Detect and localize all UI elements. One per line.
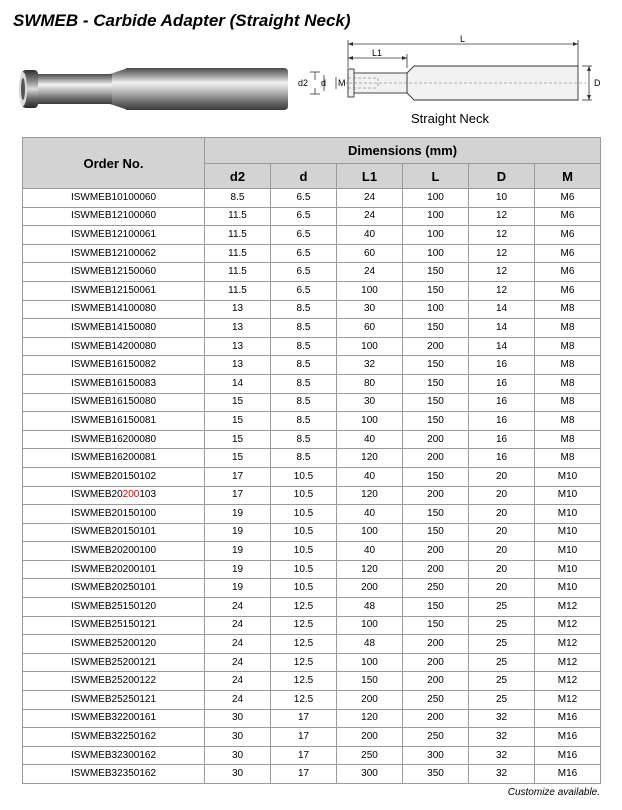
order-no-cell: ISWMEB32300162: [23, 746, 205, 765]
order-no-cell: ISWMEB32200161: [23, 709, 205, 728]
cell-d: 32: [469, 746, 535, 765]
order-no-header: Order No.: [23, 138, 205, 189]
table-row: [23, 616, 601, 635]
cell-d: 17: [271, 728, 337, 747]
order-no-cell: ISWMEB20200101: [23, 560, 205, 579]
cell-l1: 24: [337, 263, 403, 282]
cell-d: 16: [469, 449, 535, 468]
cell-d: 12.5: [271, 653, 337, 672]
cell-d: 25: [469, 635, 535, 654]
cell-d: 12.5: [271, 691, 337, 710]
cell-d: 10.5: [271, 523, 337, 542]
cell-l: 200: [403, 542, 469, 561]
cell-m: M12: [535, 653, 601, 672]
cell-d2: 13: [205, 337, 271, 356]
cell-d: 12: [469, 263, 535, 282]
cell-l1: 100: [337, 337, 403, 356]
table-row: [23, 449, 601, 468]
cell-m: M10: [535, 560, 601, 579]
cell-m: M6: [535, 189, 601, 208]
cell-d: 16: [469, 430, 535, 449]
cell-l: 100: [403, 226, 469, 245]
cell-l1: 32: [337, 356, 403, 375]
cell-l: 200: [403, 653, 469, 672]
table-row: [23, 189, 601, 208]
column-header-d: d: [271, 164, 337, 189]
cell-l: 150: [403, 467, 469, 486]
table-row: [23, 635, 601, 654]
cell-d2: 15: [205, 430, 271, 449]
table-row: [23, 709, 601, 728]
order-no-cell: ISWMEB25150121: [23, 616, 205, 635]
order-no-cell: ISWMEB12150061: [23, 281, 205, 300]
table-row: [23, 319, 601, 338]
cell-l1: 120: [337, 449, 403, 468]
cell-d: 12.5: [271, 635, 337, 654]
table-row: [23, 560, 601, 579]
cell-d: 16: [469, 412, 535, 431]
cell-l: 200: [403, 430, 469, 449]
cell-d: 12.5: [271, 616, 337, 635]
order-no-cell: ISWMEB16200081: [23, 449, 205, 468]
table-row: [23, 653, 601, 672]
cell-m: M10: [535, 523, 601, 542]
cell-d2: 30: [205, 746, 271, 765]
table-row: [23, 226, 601, 245]
cell-l: 100: [403, 244, 469, 263]
table-row: [23, 281, 601, 300]
cell-d2: 24: [205, 598, 271, 617]
cell-d: 25: [469, 691, 535, 710]
cell-l: 200: [403, 449, 469, 468]
cell-l1: 30: [337, 300, 403, 319]
order-no-cell: ISWMEB16200080: [23, 430, 205, 449]
order-no-cell: ISWMEB16150083: [23, 374, 205, 393]
table-row: [23, 542, 601, 561]
cell-d2: 11.5: [205, 281, 271, 300]
cell-d: 20: [469, 560, 535, 579]
cell-d: 10.5: [271, 467, 337, 486]
order-no-cell: ISWMEB20250101: [23, 579, 205, 598]
cell-d: 6.5: [271, 263, 337, 282]
cell-m: M8: [535, 430, 601, 449]
cell-m: M10: [535, 467, 601, 486]
column-header-D: D: [469, 164, 535, 189]
cell-d: 20: [469, 542, 535, 561]
cell-d: 12: [469, 226, 535, 245]
table-row: [23, 523, 601, 542]
cell-m: M10: [535, 505, 601, 524]
cell-d: 14: [469, 337, 535, 356]
cell-m: M8: [535, 393, 601, 412]
cell-l1: 40: [337, 542, 403, 561]
table-row: [23, 598, 601, 617]
cell-l: 300: [403, 746, 469, 765]
cell-l1: 100: [337, 412, 403, 431]
cell-d2: 19: [205, 542, 271, 561]
cell-m: M16: [535, 765, 601, 784]
order-no-cell: ISWMEB12150060: [23, 263, 205, 282]
cell-l: 200: [403, 560, 469, 579]
cell-d: 17: [271, 709, 337, 728]
cell-d2: 19: [205, 579, 271, 598]
cell-l: 200: [403, 486, 469, 505]
cell-d: 10.5: [271, 505, 337, 524]
cell-l1: 30: [337, 393, 403, 412]
cell-d: 10.5: [271, 579, 337, 598]
cell-d2: 17: [205, 486, 271, 505]
customize-note: Customize available.: [507, 787, 600, 798]
order-no-cell: ISWMEB25150120: [23, 598, 205, 617]
cell-m: M10: [535, 486, 601, 505]
table-row: [23, 579, 601, 598]
cell-d: 8.5: [271, 319, 337, 338]
cell-m: M6: [535, 263, 601, 282]
table-row: [23, 244, 601, 263]
cell-d: 20: [469, 505, 535, 524]
cell-d: 20: [469, 523, 535, 542]
cell-l1: 100: [337, 281, 403, 300]
order-no-cell: ISWMEB20150101: [23, 523, 205, 542]
cell-m: M16: [535, 709, 601, 728]
cell-d: 32: [469, 709, 535, 728]
cell-l1: 80: [337, 374, 403, 393]
cell-l: 250: [403, 728, 469, 747]
cell-l: 250: [403, 579, 469, 598]
order-no-highlight: 200: [122, 489, 140, 501]
order-no-cell: ISWMEB20150102: [23, 467, 205, 486]
cell-l1: 40: [337, 226, 403, 245]
cell-d: 20: [469, 579, 535, 598]
cell-d2: 24: [205, 653, 271, 672]
cell-d2: 24: [205, 635, 271, 654]
cell-d: 25: [469, 653, 535, 672]
cell-d: 12.5: [271, 672, 337, 691]
cell-d2: 30: [205, 765, 271, 784]
cell-d: 12.5: [271, 598, 337, 617]
cell-d2: 11.5: [205, 244, 271, 263]
cell-l1: 120: [337, 486, 403, 505]
cell-d: 16: [469, 374, 535, 393]
cell-d2: 15: [205, 449, 271, 468]
table-row: [23, 505, 601, 524]
cell-l: 150: [403, 374, 469, 393]
cell-d: 8.5: [271, 356, 337, 375]
cell-d: 32: [469, 765, 535, 784]
cell-l1: 200: [337, 579, 403, 598]
cell-d2: 13: [205, 356, 271, 375]
table-row: [23, 263, 601, 282]
column-header-l: L: [403, 164, 469, 189]
cell-l: 100: [403, 300, 469, 319]
cell-d: 20: [469, 467, 535, 486]
cell-l1: 100: [337, 653, 403, 672]
cell-m: M6: [535, 226, 601, 245]
cell-d: 10.5: [271, 486, 337, 505]
cell-m: M6: [535, 244, 601, 263]
cell-d: 17: [271, 765, 337, 784]
page-title: SWMEB - Carbide Adapter (Straight Neck): [13, 11, 351, 30]
order-no-cell: ISWMEB20150100: [23, 505, 205, 524]
cell-l1: 150: [337, 672, 403, 691]
cell-d2: 13: [205, 319, 271, 338]
table-body: [23, 189, 601, 784]
cell-d: 10.5: [271, 542, 337, 561]
order-no-cell: ISWMEB20200100: [23, 542, 205, 561]
label-d: d: [321, 78, 327, 88]
cell-d: 25: [469, 598, 535, 617]
cell-l: 150: [403, 505, 469, 524]
order-no-cell: ISWMEB14150080: [23, 319, 205, 338]
cell-m: M8: [535, 449, 601, 468]
order-no-cell: ISWMEB32350162: [23, 765, 205, 784]
order-no-cell: ISWMEB25250121: [23, 691, 205, 710]
cell-l1: 24: [337, 207, 403, 226]
cell-m: M12: [535, 691, 601, 710]
order-no-part: 103: [139, 489, 157, 501]
order-no-cell: ISWMEB14100080: [23, 300, 205, 319]
cell-m: M6: [535, 207, 601, 226]
dimensions-header: Dimensions (mm): [205, 138, 601, 164]
cell-d: 16: [469, 356, 535, 375]
cell-l1: 100: [337, 523, 403, 542]
cell-l1: 48: [337, 635, 403, 654]
order-no-cell: [23, 486, 205, 505]
cell-d: 12: [469, 244, 535, 263]
cell-m: M8: [535, 356, 601, 375]
cell-m: M16: [535, 746, 601, 765]
cell-l1: 40: [337, 430, 403, 449]
cell-l: 150: [403, 412, 469, 431]
cell-l: 150: [403, 523, 469, 542]
cell-l: 200: [403, 635, 469, 654]
cell-l: 350: [403, 765, 469, 784]
cell-d: 6.5: [271, 207, 337, 226]
cell-d: 8.5: [271, 337, 337, 356]
column-header-m: M: [535, 164, 601, 189]
cell-l: 150: [403, 263, 469, 282]
cell-d: 17: [271, 746, 337, 765]
cell-d2: 11.5: [205, 226, 271, 245]
label-L: L: [460, 34, 466, 44]
adapter-photo: [18, 58, 288, 120]
cell-l1: 300: [337, 765, 403, 784]
cell-l1: 60: [337, 244, 403, 263]
cell-m: M10: [535, 542, 601, 561]
cell-m: M8: [535, 412, 601, 431]
table-row: [23, 374, 601, 393]
label-M: M: [338, 78, 346, 88]
table-row: [23, 430, 601, 449]
cell-l1: 100: [337, 616, 403, 635]
cell-m: M6: [535, 281, 601, 300]
cell-l: 150: [403, 281, 469, 300]
cell-d2: 24: [205, 616, 271, 635]
table-row: [23, 356, 601, 375]
cell-l: 150: [403, 356, 469, 375]
cell-d: 12: [469, 281, 535, 300]
cell-m: M8: [535, 319, 601, 338]
table-row: [23, 300, 601, 319]
cell-d: 6.5: [271, 281, 337, 300]
label-d2: d2: [298, 78, 309, 88]
cell-l1: 120: [337, 560, 403, 579]
cell-d: 8.5: [271, 449, 337, 468]
cell-l: 100: [403, 189, 469, 208]
table-row: [23, 672, 601, 691]
cell-d: 12: [469, 207, 535, 226]
table-row: [23, 207, 601, 226]
cell-d2: 19: [205, 523, 271, 542]
cell-d2: 24: [205, 691, 271, 710]
order-no-part: ISWMEB20: [70, 489, 123, 501]
cell-m: M8: [535, 300, 601, 319]
cell-d2: 19: [205, 505, 271, 524]
column-header-l1: L1: [337, 164, 403, 189]
cell-l1: 200: [337, 691, 403, 710]
cell-d2: 24: [205, 672, 271, 691]
order-no-cell: ISWMEB25200120: [23, 635, 205, 654]
cell-d: 10.5: [271, 560, 337, 579]
table-row: [23, 337, 601, 356]
order-no-cell: ISWMEB32250162: [23, 728, 205, 747]
cell-l1: 40: [337, 505, 403, 524]
cell-d: 25: [469, 616, 535, 635]
cell-l: 150: [403, 319, 469, 338]
cell-m: M10: [535, 579, 601, 598]
cell-l: 200: [403, 672, 469, 691]
cell-l: 150: [403, 393, 469, 412]
cell-d: 20: [469, 486, 535, 505]
cell-m: M8: [535, 374, 601, 393]
cell-l1: 60: [337, 319, 403, 338]
table-row: [23, 728, 601, 747]
cell-d: 8.5: [271, 393, 337, 412]
dimensions-table: [22, 137, 601, 784]
cell-d2: 13: [205, 300, 271, 319]
cell-d2: 15: [205, 393, 271, 412]
table-row: [23, 467, 601, 486]
cell-d2: 30: [205, 728, 271, 747]
table-row: [23, 746, 601, 765]
cell-m: M12: [535, 672, 601, 691]
cell-d2: 8.5: [205, 189, 271, 208]
cell-d2: 15: [205, 412, 271, 431]
cell-l: 250: [403, 691, 469, 710]
cell-m: M8: [535, 337, 601, 356]
order-no-cell: ISWMEB16150080: [23, 393, 205, 412]
cell-m: M12: [535, 616, 601, 635]
cell-d2: 11.5: [205, 207, 271, 226]
cell-d2: 19: [205, 560, 271, 579]
cell-l1: 48: [337, 598, 403, 617]
table-row: [23, 765, 601, 784]
cell-l1: 24: [337, 189, 403, 208]
cell-d: 6.5: [271, 226, 337, 245]
cell-d: 25: [469, 672, 535, 691]
order-no-cell: ISWMEB25200122: [23, 672, 205, 691]
cell-l: 150: [403, 598, 469, 617]
order-no-cell: ISWMEB12100062: [23, 244, 205, 263]
cell-m: M16: [535, 728, 601, 747]
technical-drawing: [296, 34, 608, 110]
label-D: D: [594, 78, 601, 88]
column-header-d2: d2: [205, 164, 271, 189]
order-no-cell: ISWMEB14200080: [23, 337, 205, 356]
order-no-cell: ISWMEB16150082: [23, 356, 205, 375]
cell-d: 32: [469, 728, 535, 747]
cell-l1: 250: [337, 746, 403, 765]
order-no-cell: ISWMEB10100060: [23, 189, 205, 208]
cell-d: 14: [469, 319, 535, 338]
table-row: [23, 691, 601, 710]
cell-d: 6.5: [271, 189, 337, 208]
order-no-cell: ISWMEB12100061: [23, 226, 205, 245]
drawing-caption: Straight Neck: [411, 111, 490, 126]
cell-l1: 120: [337, 709, 403, 728]
order-no-cell: ISWMEB25200121: [23, 653, 205, 672]
cell-d2: 14: [205, 374, 271, 393]
cell-d2: 11.5: [205, 263, 271, 282]
cell-l1: 40: [337, 467, 403, 486]
cell-m: M12: [535, 635, 601, 654]
cell-d: 8.5: [271, 430, 337, 449]
cell-l: 200: [403, 709, 469, 728]
cell-m: M12: [535, 598, 601, 617]
cell-l: 200: [403, 337, 469, 356]
cell-d: 14: [469, 300, 535, 319]
cell-d2: 17: [205, 467, 271, 486]
label-L1: L1: [372, 48, 383, 58]
order-no-cell: ISWMEB16150081: [23, 412, 205, 431]
cell-d: 6.5: [271, 244, 337, 263]
cell-d2: 30: [205, 709, 271, 728]
cell-l1: 200: [337, 728, 403, 747]
cell-d: 16: [469, 393, 535, 412]
cell-l: 100: [403, 207, 469, 226]
cell-d: 8.5: [271, 300, 337, 319]
table-row: [23, 393, 601, 412]
table-row: [23, 412, 601, 431]
cell-d: 8.5: [271, 412, 337, 431]
cell-d: 10: [469, 189, 535, 208]
cell-d: 8.5: [271, 374, 337, 393]
order-no-cell: ISWMEB12100060: [23, 207, 205, 226]
table-row: [23, 486, 601, 505]
cell-l: 150: [403, 616, 469, 635]
